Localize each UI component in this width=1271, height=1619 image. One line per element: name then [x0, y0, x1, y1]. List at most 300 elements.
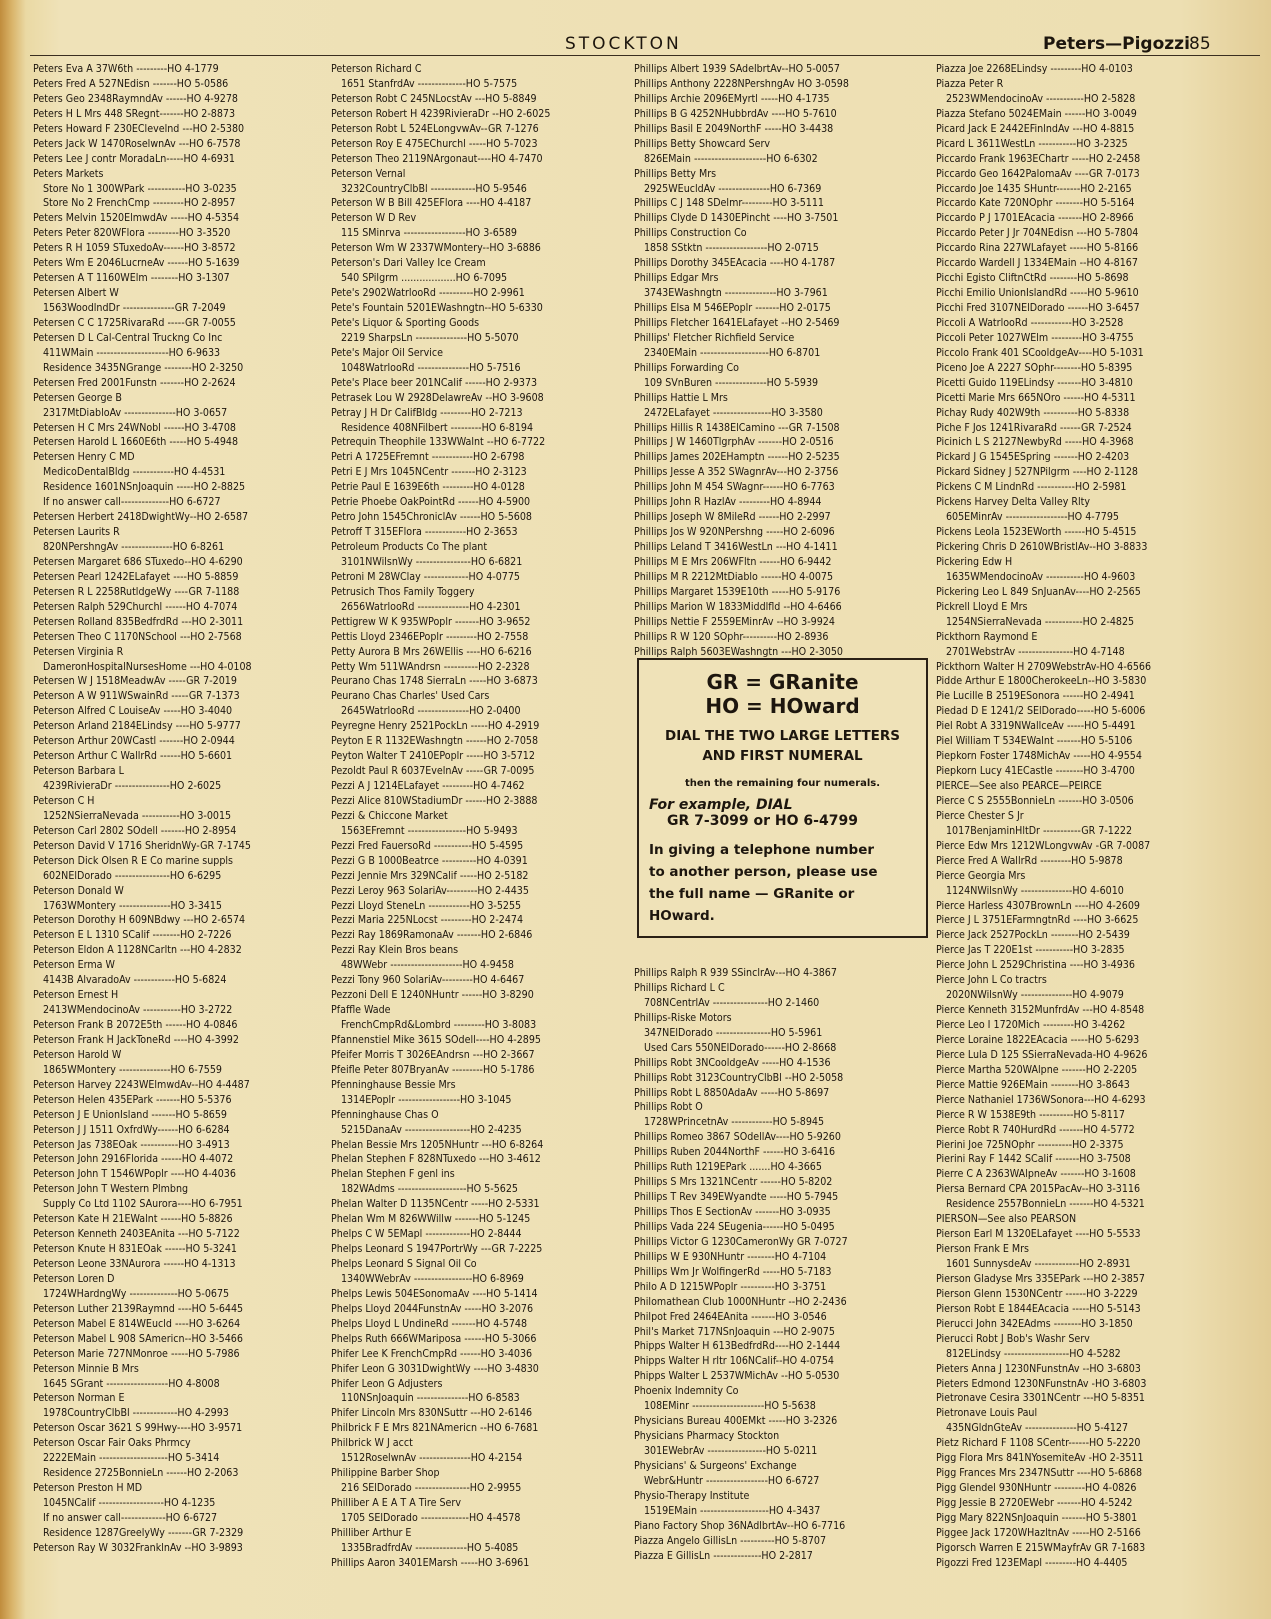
listing-column-2: [331, 62, 625, 1571]
listing-line: Pierson Earl M 1320ELafayet ----HO 5-5533: [936, 1228, 1141, 1241]
listing-line: 1519EMain --------------------HO 4-3437: [644, 1504, 821, 1517]
listing-line: Philo A D 1215WPoplr ----------HO 3-3751: [634, 1280, 827, 1293]
listing-line: Piccolo Frank 401 SCooldgeAv----HO 5-1031: [936, 346, 1144, 359]
listing-line: Phillips Construction Co: [634, 227, 747, 240]
listing-line: Petersen George B: [33, 391, 122, 404]
listing-line: Petersen Fred 2001Funstn -------HO 2-2624: [33, 376, 236, 389]
listing-line: Pieters Anna J 1230NFunstnAv --HO 3-6803: [936, 1362, 1141, 1375]
listing-line: Peterson John 2916Florida ------HO 4-4072: [33, 1153, 234, 1166]
listing-line: Peterson A W 911WSwainRd -----GR 7-1373: [33, 690, 240, 703]
listing-line: Peterson Norman E: [33, 1392, 125, 1405]
listing-line: Pezzi Alice 810WStadiumDr ------HO 2-3888: [331, 794, 538, 807]
listing-line: Peterson Frank B 2072E5th ------HO 4-0846: [33, 1019, 238, 1031]
listing-line: Picinich L S 2127NewbyRd -----HO 4-3968: [936, 436, 1134, 449]
listing-line: Pfeifer Morris T 3026EAndrsn ---HO 2-3667: [331, 1048, 535, 1061]
listing-line: Webr&Huntr ------------------HO 6-6727: [644, 1474, 820, 1487]
listing-line: Pierce J L 3751EFarmngtnRd ----HO 3-6625: [936, 914, 1139, 927]
listing-line: Physicians' & Surgeons' Exchange: [634, 1459, 797, 1472]
listing-line: Phillips-Riske Motors: [634, 1011, 732, 1024]
listing-line: Peterson Eldon A 1128NCarltn ---HO 4-2832: [33, 944, 242, 957]
listing-line: 605EMinrAv ------------------HO 4-7795: [946, 511, 1119, 524]
listing-line: Petroff T 315EFlora ------------HO 2-3653: [331, 526, 518, 539]
listing-line: Pierce Nathaniel 1736WSonora---HO 4-6293: [936, 1093, 1146, 1106]
listing-line: Phillips Dorothy 345EAcacia ----HO 4-1787: [634, 257, 836, 270]
listing-line: Phillips Aaron 3401EMarsh -----HO 3-6961: [331, 1556, 530, 1569]
listing-line: Petersen Theo C 1170NSchool ---HO 2-7568: [33, 630, 242, 643]
listing-line: Pezzi Ray Klein Bros beans: [331, 944, 459, 957]
notice-para-3: the full name — GRanite or: [649, 886, 855, 902]
listing-line: Peterson Roy E 475EChurchl -----HO 5-7023: [331, 137, 538, 150]
listing-line: Phillips R W 120 SOphr----------HO 2-8936: [634, 630, 829, 643]
listing-line: 1048WatrlooRd ---------------HO 5-7516: [341, 361, 521, 374]
listing-line: 1045NCalif -------------------HO 4-1235: [43, 1497, 216, 1509]
listing-line: Phillips Hillis R 1438ElCamino ---GR 7-1508: [634, 421, 840, 434]
listing-line: 2925WEucldAv ---------------HO 6-7369: [644, 182, 822, 195]
listing-line: Peterson Helen 435EPark -------HO 5-5376: [33, 1093, 232, 1106]
listing-line: Peters Lee J contr MoradaLn-----HO 4-6931: [33, 152, 235, 165]
listing-line: Peterson Donald W: [33, 884, 124, 897]
listing-line: Petri E J Mrs 1045NCentr -------HO 2-3123: [331, 466, 527, 479]
listing-line: 435NGldnGteAv ---------------HO 5-4127: [946, 1422, 1129, 1435]
listing-line: 812ELindsy -------------------HO 4-5282: [946, 1347, 1121, 1360]
city-title: STOCKTON: [565, 34, 682, 54]
listing-line: Pezzi Tony 960 SolariAv---------HO 4-6467: [331, 974, 525, 987]
listing-line: 2472ELafayet -----------------HO 3-3580: [644, 406, 823, 419]
listing-line: Residence 408NFilbert ---------HO 6-8194: [341, 421, 534, 434]
listing-line: Philomathean Club 1000NHuntr --HO 2-2436: [634, 1295, 847, 1308]
notice-para-2: to another person, please use: [649, 864, 878, 880]
listing-line: Residence 1287GreelyWy -------GR 7-2329: [43, 1526, 244, 1539]
listing-line: Petrie Phoebe OakPointRd ------HO 4-5900: [331, 496, 531, 509]
listing-line: Physicians Bureau 400EMkt -----HO 3-2326: [634, 1415, 838, 1428]
listing-line: Pickering Leo L 849 SnJuanAv----HO 2-2565: [936, 585, 1141, 598]
listing-line: Phillips Jesse A 352 SWagnrAv---HO 2-3756: [634, 466, 839, 479]
listing-line: Phillips C J 148 SDelmr---------HO 3-5111: [634, 197, 824, 210]
listing-line: Physio-Therapy Institute: [634, 1489, 750, 1502]
listing-line: Phillips Fletcher 1641ELafayet --HO 2-5469: [634, 316, 840, 329]
listing-line: Peterson Mabel E 814WEucld ----HO 3-6264: [33, 1317, 241, 1330]
listing-line: Phelps Lewis 504ESonomaAv ----HO 5-1414: [331, 1287, 538, 1300]
listing-line: 1645 SGrant ------------------HO 4-8008: [43, 1377, 220, 1390]
listing-line: Peterson Dorothy H 609NBdwy ---HO 2-6574: [33, 914, 246, 927]
listing-line: Phillips Robt O: [634, 1101, 703, 1114]
listing-line: Pickard Sidney J 527NPilgrm ----HO 2-1128: [936, 466, 1138, 479]
listing-line: 1865WMontery ---------------HO 6-7559: [43, 1063, 222, 1076]
listing-line: Pierucci John 342EAdms --------HO 3-1850: [936, 1317, 1133, 1330]
listing-line: Phifer Leon G Adjusters: [331, 1377, 443, 1390]
listing-line: 1340WWebrAv -----------------HO 6-8969: [341, 1272, 524, 1285]
listing-line: Phillips W E 930NHuntr --------HO 4-7104: [634, 1250, 827, 1263]
listing-line: Phelan Stephen F genl ins: [331, 1168, 455, 1181]
listing-line: Peurano Chas Charles' Used Cars: [331, 690, 490, 703]
listing-line: Phillips S Mrs 1321NCentr ------HO 5-8202: [634, 1176, 833, 1189]
listing-column-1: [33, 62, 321, 1556]
listing-line: Peterson Leone 33NAurora ------HO 4-1313: [33, 1258, 236, 1270]
listing-line: Pietronave Cesira 3301NCentr ---HO 5-8351: [936, 1392, 1145, 1405]
listing-line: Pete's Liquor & Sporting Goods: [331, 316, 480, 329]
listing-line: Pfeifle Peter 807BryanAv ---------HO 5-1786: [331, 1063, 535, 1076]
listing-line: 2645WatrlooRd ---------------HO 2-0400: [341, 705, 521, 718]
listing-line: Piggee Jack 1720WHazltnAv -----HO 2-5166: [936, 1526, 1141, 1539]
listing-line: Pezzi Ray 1869RamonaAv -------HO 2-6846: [331, 929, 533, 942]
listing-line: Phillips Thos E SectionAv -------HO 3-0935: [634, 1206, 831, 1218]
listing-line: Pierce R W 1538E9th ----------HO 5-8117: [936, 1108, 1125, 1121]
listing-line: 5215DanaAv -------------------HO 2-4235: [341, 1123, 522, 1136]
listing-line: Phelan Bessie Mrs 1205NHuntr ---HO 6-8264: [331, 1138, 544, 1151]
listing-line: Phillips Vada 224 SEugenia------HO 5-0495: [634, 1220, 835, 1233]
listing-line: Phipps Walter H rltr 106NCalif--HO 4-0754: [634, 1355, 834, 1368]
listing-line: Phelps Leonard S Signal Oil Co: [331, 1258, 477, 1270]
listing-line: 1254NSierraNevada -----------HO 2-4825: [946, 615, 1135, 628]
listing-line: 1314EPoplr ------------------HO 3-1045: [341, 1093, 512, 1106]
listing-line: Peterson Harvey 2243WElmwdAv--HO 4-4487: [33, 1078, 250, 1091]
listing-line: Phelps Lloyd L UndineRd -------HO 4-5748: [331, 1317, 528, 1330]
listing-line: Phillips Elsa M 546EPoplr -------HO 2-0175: [634, 302, 831, 314]
listing-line: Phillips Ralph R 939 SSinclrAv---HO 4-3867: [634, 967, 837, 979]
listing-line: Phifer Lee K FrenchCmpRd ------HO 3-4036: [331, 1347, 533, 1360]
listing-line: 2020NWilsnWy ---------------HO 4-9079: [946, 989, 1124, 1002]
listing-line: Pierson Frank E Mrs: [936, 1243, 1030, 1256]
listing-line: Peterson W B Bill 425EFlora ----HO 4-4187: [331, 197, 532, 210]
listing-line: Pickens C M LindnRd -----------HO 2-5981: [936, 481, 1127, 494]
listing-line: Peterson W D Rev: [331, 212, 417, 225]
listing-line: Peterson E L 1310 SCalif --------HO 2-7226: [33, 929, 232, 942]
notice-howard: HO = HOward: [705, 694, 860, 718]
listing-line: 2317MtDiabloAv ---------------HO 3-0657: [43, 406, 228, 419]
listing-line: Pettigrew W K 935WPoplr -------HO 3-9652: [331, 615, 531, 628]
listing-line: Peterson Arland 2184ELindsy ----HO 5-9777: [33, 720, 241, 733]
listing-line: Pierce Robt R 740HurdRd -------HO 4-5772: [936, 1123, 1135, 1136]
listing-line: 1335BradfrdAv ---------------HO 5-4085: [341, 1541, 519, 1554]
listing-line: Piccoli A WatrlooRd ------------HO 3-2528: [936, 316, 1124, 329]
listing-line: Petersen Albert W: [33, 287, 119, 300]
listing-line: 2413WMendocinoAv -----------HO 3-2722: [43, 1004, 233, 1017]
listing-line: Piccardo P J 1701EAcacia -------HO 2-8966: [936, 212, 1134, 225]
listing-line: 3232CountryClbBl -------------HO 5-9546: [341, 182, 527, 195]
listing-line: 108EMinr ---------------------HO 5-5638: [644, 1400, 816, 1413]
listing-line: Pichay Rudy 402W9th ----------HO 5-8338: [936, 406, 1130, 419]
listing-line: Phelan Walter D 1135NCentr -----HO 2-5331: [331, 1198, 540, 1211]
listing-line: 2701WebstrAv ----------------HO 4-7148: [946, 645, 1125, 658]
listing-line: Peterson Alfred C LouiseAv -----HO 3-4040: [33, 705, 233, 718]
listing-line: Phelps Ruth 666WMariposa ------HO 5-3066: [331, 1332, 537, 1345]
listing-line: 826EMain ---------------------HO 6-6302: [644, 152, 818, 165]
listing-line: Phoenix Indemnity Co: [634, 1385, 739, 1398]
listing-line: Peterson Arthur C WallrRd ------HO 5-6601: [33, 750, 233, 763]
page-number: 85: [1189, 34, 1211, 54]
listing-line: Peterson Arthur 20WCastl -------HO 2-0944: [33, 735, 235, 748]
listing-line: Peterson John T Western Plmbng: [33, 1183, 189, 1196]
listing-line: Petrasek Lou W 2928DelawreAv --HO 3-9608: [331, 391, 544, 404]
listing-line: Peters Fred A 527NEdisn -------HO 5-0586: [33, 77, 229, 90]
listing-line: Peterson Robt C 245NLocstAv ---HO 5-8849: [331, 92, 537, 105]
listing-line: 1252NSierraNevada -----------HO 3-0015: [43, 809, 232, 822]
notice-instruction-3: then the remaining four numerals.: [684, 778, 881, 789]
listing-line: Peterson Wm W 2337WMontery--HO 3-6886: [331, 242, 541, 255]
listing-line: Peters Melvin 1520ElmwdAv -----HO 4-5354: [33, 212, 240, 225]
listing-line: Pietz Richard F 1108 SCentr------HO 5-2220: [936, 1437, 1141, 1450]
listing-line: Phillips Betty Showcard Serv: [634, 137, 771, 150]
listing-line: Pierson Gladyse Mrs 335EPark ---HO 2-3857: [936, 1272, 1145, 1285]
listing-line: Pickrell Lloyd E Mrs: [936, 600, 1028, 613]
listing-line: Phillips Robt 3NCooldgeAv -----HO 4-1536: [634, 1056, 831, 1069]
listing-line: 301EWebrAv -----------------HO 5-0211: [644, 1445, 818, 1457]
listing-line: Peters Jack W 1470RoselwnAv ---HO 6-7578: [33, 137, 241, 150]
listing-line: Picchi Egisto CliftnCtRd --------HO 5-8698: [936, 272, 1129, 285]
listing-line: Phillips Victor G 1230CameronWy GR 7-0727: [634, 1235, 848, 1248]
listing-line: 182WAdms --------------------HO 5-5625: [341, 1183, 518, 1196]
listing-line: PIERSON—See also PEARSON: [936, 1213, 1077, 1226]
listing-line: Petty Wm 511WAndrsn ----------HO 2-2328: [331, 660, 530, 673]
listing-line: 2222EMain --------------------HO 5-3414: [43, 1452, 220, 1465]
listing-line: Pierce Harless 4307BrownLn ----HO 4-2609: [936, 899, 1140, 912]
listing-line: Petro John 1545ChroniclAv ------HO 5-5608: [331, 511, 532, 524]
listing-line: Phillips James 202EHamptn ------HO 2-5235: [634, 451, 840, 464]
listing-line: Phillips Joseph W 8MileRd ------HO 2-2997: [634, 511, 831, 524]
listing-line: Peterson Kenneth 2403EAnita ---HO 5-7122: [33, 1228, 240, 1241]
listing-line: Pierini Joe 725NOphr ----------HO 2-3375: [936, 1138, 1124, 1151]
listing-line: Phillips M E Mrs 206WFltn ------HO 6-9442: [634, 555, 832, 568]
listing-line: If no answer call-------------HO 6-6727: [43, 1511, 218, 1524]
listing-line: Peterson Robt L 524ELongvwAv--GR 7-1276: [331, 122, 539, 135]
listing-line: Phillips Nettie F 2559EMinrAv --HO 3-9924: [634, 615, 835, 628]
listing-line: Petersen Laurits R: [33, 526, 120, 539]
listing-line: Petersen Virginia R: [33, 645, 124, 658]
listing-line: Phillips Hattie L Mrs: [634, 391, 728, 404]
listing-line: Phillips Albert 1939 SAdelbrtAv--HO 5-0057: [634, 63, 840, 75]
listing-line: 4143B AlvaradoAv ------------HO 5-6824: [43, 974, 227, 987]
listing-line: Petty Aurora B Mrs 26WEllis ----HO 6-6216: [331, 645, 532, 658]
listing-line: Residence 3435NGrange --------HO 2-3250: [43, 361, 244, 374]
listing-line: Peterson Harold W: [33, 1048, 122, 1061]
listing-line: Pierini Ray F 1442 SCalif -------HO 3-7508: [936, 1153, 1131, 1166]
listing-line: Petrusich Thos Family Toggery: [331, 585, 475, 598]
name-range: Peters—Pigozzi: [1043, 34, 1190, 54]
listing-line: 1705 SElDorado --------------HO 4-4578: [341, 1511, 521, 1524]
listing-line: Petersen H C Mrs 24WNobl ------HO 3-4708: [33, 421, 236, 434]
listing-line: Pierce Chester S Jr: [936, 809, 1024, 822]
listing-line: Peterson Vernal: [331, 167, 406, 180]
listing-line: Philippine Barber Shop: [331, 1467, 440, 1480]
listing-line: Pezzi & Chiccone Market: [331, 809, 448, 822]
listing-line: Pfenninghause Chas O: [331, 1108, 439, 1121]
listing-line: Peyregne Henry 2521PockLn -----HO 4-2919: [331, 720, 540, 733]
listing-line: Peterson J J 1511 OxfrdWy------HO 6-6284: [33, 1123, 230, 1136]
listing-line: 1978CountryClbBl -------------HO 4-2993: [43, 1407, 229, 1420]
listing-line: Pickthorn Raymond E: [936, 630, 1038, 643]
listing-line: Peterson Dick Olsen R E Co marine suppls: [33, 854, 233, 867]
notice-instruction-1: DIAL THE TWO LARGE LETTERS: [664, 728, 901, 744]
listing-line: Peterson J E UnionIsland -------HO 5-8659: [33, 1108, 227, 1121]
listing-line: Pierucci Robt J Bob's Washr Serv: [936, 1332, 1090, 1345]
listing-line: Pierce Fred A WallrRd ---------HO 5-9878: [936, 854, 1123, 867]
listing-line: Piazza E GillisLn --------------HO 2-2817: [634, 1549, 813, 1562]
listing-line: Pickthorn Walter H 2709WebstrAv-HO 4-6566: [936, 660, 1152, 673]
listing-line: Pigorsch Warren E 215WMayfrAv GR 7-1683: [936, 1541, 1146, 1554]
listing-line: Picard Jack E 2442EFinlndAv ---HO 4-8815: [936, 122, 1135, 135]
listing-line: Peterson Ray W 3032FranklnAv --HO 3-9893: [33, 1541, 243, 1554]
listing-line: Picard L 3611WestLn -----------HO 3-2325: [936, 137, 1128, 150]
listing-line: Peterson C H: [33, 794, 95, 807]
listing-line: Piano Factory Shop 36NAdlbrtAv--HO 6-7716: [634, 1519, 846, 1532]
listing-line: 347NElDorado ----------------HO 5-5961: [644, 1026, 823, 1039]
listing-line: 48WWebr ---------------------HO 4-9458: [341, 959, 514, 972]
listing-line: Phillips Archie 2096EMyrtl -----HO 4-1735: [634, 92, 830, 105]
listing-line: Pierce Kenneth 3152MunfrdAv ---HO 4-8548: [936, 1004, 1145, 1017]
listing-line: Phillips J W 1460TlgrphAv -------HO 2-0516: [634, 436, 834, 449]
listing-line: Pierce Georgia Mrs: [936, 869, 1026, 882]
listing-line: Petroni M 28WClay -------------HO 4-0775: [331, 570, 520, 583]
listing-line: Phillips Robt 3123CountryClbBl --HO 2-5058: [634, 1071, 844, 1084]
listing-line: Piccardo Rina 227WLafayet -----HO 5-8166: [936, 242, 1139, 255]
listing-line: Pierson Glenn 1530NCentr ------HO 3-2229: [936, 1287, 1138, 1300]
listing-line: Pickering Edw H: [936, 555, 1013, 568]
listing-line: Residence 1601NSnJoaquin -----HO 2-8825: [43, 481, 246, 494]
listing-line: Picchi Emilio UnionIslandRd -----HO 5-9610: [936, 287, 1139, 300]
listing-line: Piccardo Joe 1435 SHuntr-------HO 2-2165: [936, 182, 1132, 195]
listing-line: Phillips Forwarding Co: [634, 361, 739, 374]
listing-line: Peterson Jas 738EOak -----------HO 3-4913: [33, 1138, 230, 1151]
listing-line: Peterson David V 1716 SheridnWy-GR 7-1745: [33, 839, 251, 852]
listing-line: Pezzi A J 1214ELafayet ---------HO 4-7462: [331, 780, 525, 792]
listing-line: Pidde Arthur E 1800CherokeeLn--HO 3-5830: [936, 675, 1147, 688]
listing-line: 411WMain ---------------------HO 6-9633: [43, 346, 221, 359]
listing-line: Phillips Clyde D 1430EPincht ----HO 3-7501: [634, 212, 839, 225]
listing-line: 1124NWilsnWy ---------------HO 4-6010: [946, 884, 1124, 897]
listing-line: Peterson Theo 2119NArgonaut----HO 4-7470: [331, 152, 543, 165]
listing-line: If no answer call--------------HO 6-6727: [43, 496, 221, 509]
notice-example-label: For example, DIAL: [649, 797, 793, 813]
listing-line: 3743EWashngtn ---------------HO 3-7961: [644, 287, 828, 300]
listing-line: Phillips Edgar Mrs: [634, 272, 719, 285]
listing-line: Phillips Ruth 1219EPark .......HO 4-3665: [634, 1161, 822, 1174]
listing-line: Piazza Peter R: [936, 77, 1004, 90]
listing-line: Phillips Jos W 920NPershng -----HO 2-6096: [634, 526, 835, 539]
listing-line: Piazza Joe 2268ELindsy ---------HO 4-0103: [936, 63, 1133, 75]
listing-line: Peters Markets: [33, 167, 104, 180]
notice-para-1: In giving a telephone number: [649, 842, 875, 858]
listing-line: 3101NWilsnWy ----------------HO 6-6821: [341, 555, 523, 568]
listing-line: Philbrick W J acct: [331, 1437, 413, 1450]
listing-line: Piazza Stefano 5024EMain ------HO 3-0049: [936, 107, 1137, 120]
listing-line: Phillips Wm Jr WolfingerRd -----HO 5-7183: [634, 1265, 832, 1278]
listing-column-3: [634, 62, 926, 660]
listing-line: 109 SVnBuren ---------------HO 5-5939: [644, 376, 819, 389]
listing-line: 115 SMinrva ------------------HO 3-6589: [341, 227, 517, 240]
listing-line: Pigg Flora Mrs 841NYosemiteAv -HO 2-3511: [936, 1452, 1144, 1465]
listing-line: Petersen Henry C MD: [33, 451, 135, 464]
notice-example-numbers: GR 7-3099 or HO 6-4799: [667, 813, 858, 829]
listing-line: Petersen Pearl 1242ELafayet ----HO 5-8859: [33, 570, 239, 583]
listing-line: 216 SElDorado ----------------HO 2-9955: [341, 1482, 522, 1495]
listing-line: Petersen D L Cal-Central Truckng Co Inc: [33, 331, 223, 344]
listing-line: Peterson Richard C: [331, 63, 422, 75]
listing-line: Peters Peter 820WFlora ---------HO 3-3520: [33, 227, 231, 240]
listing-line: Piche F Jos 1241RivaraRd ------GR 7-2524: [936, 421, 1132, 434]
listing-line: Phillips Ruben 2044NorthF ------HO 3-6416: [634, 1146, 836, 1159]
listing-line: Pickens Harvey Delta Valley Rlty: [936, 496, 1090, 509]
listing-line: Petersen A T 1160WElm --------HO 3-1307: [33, 272, 230, 285]
listing-line: Phil's Market 717NSnJoaquin ---HO 2-9075: [634, 1325, 835, 1338]
listing-line: Pierce C S 2555BonnieLn -------HO 3-0506: [936, 794, 1134, 807]
listing-line: Peyton E R 1132EWashngtn ------HO 2-7058: [331, 735, 539, 748]
notice-granite: GR = GRanite: [706, 670, 859, 694]
listing-line: Pezoldt Paul R 6037EvelnAv -----GR 7-0095: [331, 765, 535, 778]
listing-line: Piazza Angelo GillisLn ----------HO 5-8707: [634, 1534, 827, 1547]
listing-line: Pierce Martha 520WAlpne -------HO 2-2205: [936, 1063, 1138, 1076]
listing-line: Piccardo Frank 1963EChartr -----HO 2-2458: [936, 152, 1141, 165]
page-header: [0, 34, 1271, 56]
listing-line: Phillips T Rev 349EWyandte -----HO 5-7945: [634, 1191, 839, 1204]
listing-line: Phipps Walter L 2537WMichAv --HO 5-0530: [634, 1370, 840, 1383]
listing-line: Phelps C W 5EMapl -------------HO 2-8444: [331, 1228, 522, 1241]
listing-line: Phelan Stephen F 828NTuxedo ---HO 3-4612: [331, 1153, 541, 1166]
listing-line: Peterson Frank H JackToneRd ----HO 4-3992: [33, 1033, 239, 1046]
listing-line: Peterson Carl 2802 SOdell -------HO 2-8954: [33, 824, 237, 837]
listing-line: Residence 2725BonnieLn ------HO 2-2063: [43, 1467, 239, 1480]
listing-line: Piccardo Geo 1642PalomaAv ----GR 7-0173: [936, 167, 1140, 180]
listing-line: Phillips Anthony 2228NPershngAv HO 3-0598: [634, 77, 849, 90]
listing-line: Pete's 2902WatrlooRd ----------HO 2-9961: [331, 287, 525, 300]
listing-line: Residence 2557BonnieLn -------HO 4-5321: [946, 1198, 1145, 1211]
listing-line: 1635WMendocinoAv -----------HO 4-9603: [946, 570, 1136, 583]
listing-line: Pie Lucille B 2519ESonora ------HO 2-4941: [936, 690, 1135, 703]
listing-line: 1563WoodlndDr ---------------GR 7-2049: [43, 302, 226, 314]
listing-line: Phelps Lloyd 2044FunstnAv -----HO 3-2076: [331, 1302, 534, 1315]
listing-line: Store No 1 300WPark -----------HO 3-0235: [43, 182, 237, 195]
listing-line: Pfenninghause Bessie Mrs: [331, 1078, 456, 1091]
listing-line: Peurano Chas 1748 SierraLn -----HO 3-6873: [331, 675, 538, 688]
listing-line: Phillips Betty Mrs: [634, 167, 717, 180]
listing-line: Used Cars 550NElDorado------HO 2-8668: [644, 1041, 837, 1054]
listing-line: Pezzi Fred FauersoRd -----------HO 5-4595: [331, 839, 524, 852]
listing-line: Peterson Kate H 21EWalnt ------HO 5-8826: [33, 1213, 233, 1226]
listing-line: 110NSnJoaquin ---------------HO 6-8583: [341, 1392, 520, 1405]
listing-line: Peterson John T 1546WPoplr ----HO 4-4036: [33, 1168, 236, 1181]
listing-line: Phillips Margaret 1539E10th -----HO 5-9176: [634, 585, 841, 598]
listing-line: Philliber Arthur E: [331, 1526, 412, 1539]
listing-line: DameronHospitalNursesHome ---HO 4-0108: [43, 660, 252, 673]
listing-line: Supply Co Ltd 1102 SAurora----HO 6-7951: [43, 1198, 243, 1211]
listing-line: Piepkorn Foster 1748MichAv -----HO 4-9554: [936, 750, 1142, 763]
listing-line: Pietronave Louis Paul: [936, 1407, 1038, 1420]
listing-line: 540 SPilgrm ..................HO 6-7095: [341, 272, 508, 285]
listing-line: Pierce Mattie 926EMain --------HO 3-8643: [936, 1078, 1130, 1091]
listing-line: Pezzi G B 1000Beatrce ----------HO 4-0391: [331, 854, 528, 867]
listing-line: Peters Eva A 37W6th ---------HO 4-1779: [33, 63, 219, 75]
listing-line: Piceno Joe A 2227 SOphr--------HO 5-8395: [936, 361, 1133, 374]
listing-line: Phifer Lincoln Mrs 830NSuttr ---HO 2-6146: [331, 1407, 533, 1420]
listing-line: Philpot Fred 2464EAnita -------HO 3-0546: [634, 1310, 827, 1323]
listing-line: Pete's Place beer 201NCalif ------HO 2-9373: [331, 376, 538, 389]
listing-line: Petersen R L 2258RutldgeWy ----GR 7-1188: [33, 585, 240, 598]
listing-line: Petrequin Theophile 133WWalnt --HO 6-7722: [331, 436, 546, 449]
listing-line: Pigozzi Fred 123EMapl ---------HO 4-4405: [936, 1556, 1128, 1569]
listing-line: Peterson Erma W: [33, 959, 115, 972]
listing-line: 1563EFremnt -----------------HO 5-9493: [341, 824, 518, 837]
listing-line: Petersen C C 1725RivaraRd -----GR 7-0055: [33, 316, 236, 329]
listing-line: Petersen Ralph 529Churchl ------HO 4-7074: [33, 600, 238, 613]
listing-line: Picetti Marie Mrs 665NOro ------HO 4-5311: [936, 391, 1136, 404]
listing-line: 1512RoselwnAv ---------------HO 4-2154: [341, 1452, 523, 1465]
listing-line: Petersen Rolland 835BedfrdRd ---HO 2-3011: [33, 615, 244, 628]
listing-line: Pierce John L Co tractrs: [936, 974, 1047, 987]
listing-column-3-continued: [634, 966, 926, 1564]
listing-line: Peterson Marie 727NMonroe -----HO 5-7986: [33, 1347, 240, 1360]
listing-line: Petrie Paul E 1639E6th ---------HO 4-0128: [331, 481, 525, 494]
listing-line: Peters R H 1059 STuxedoAv------HO 3-8572: [33, 242, 236, 255]
listing-line: Peterson Oscar Fair Oaks Phrmcy: [33, 1437, 191, 1450]
